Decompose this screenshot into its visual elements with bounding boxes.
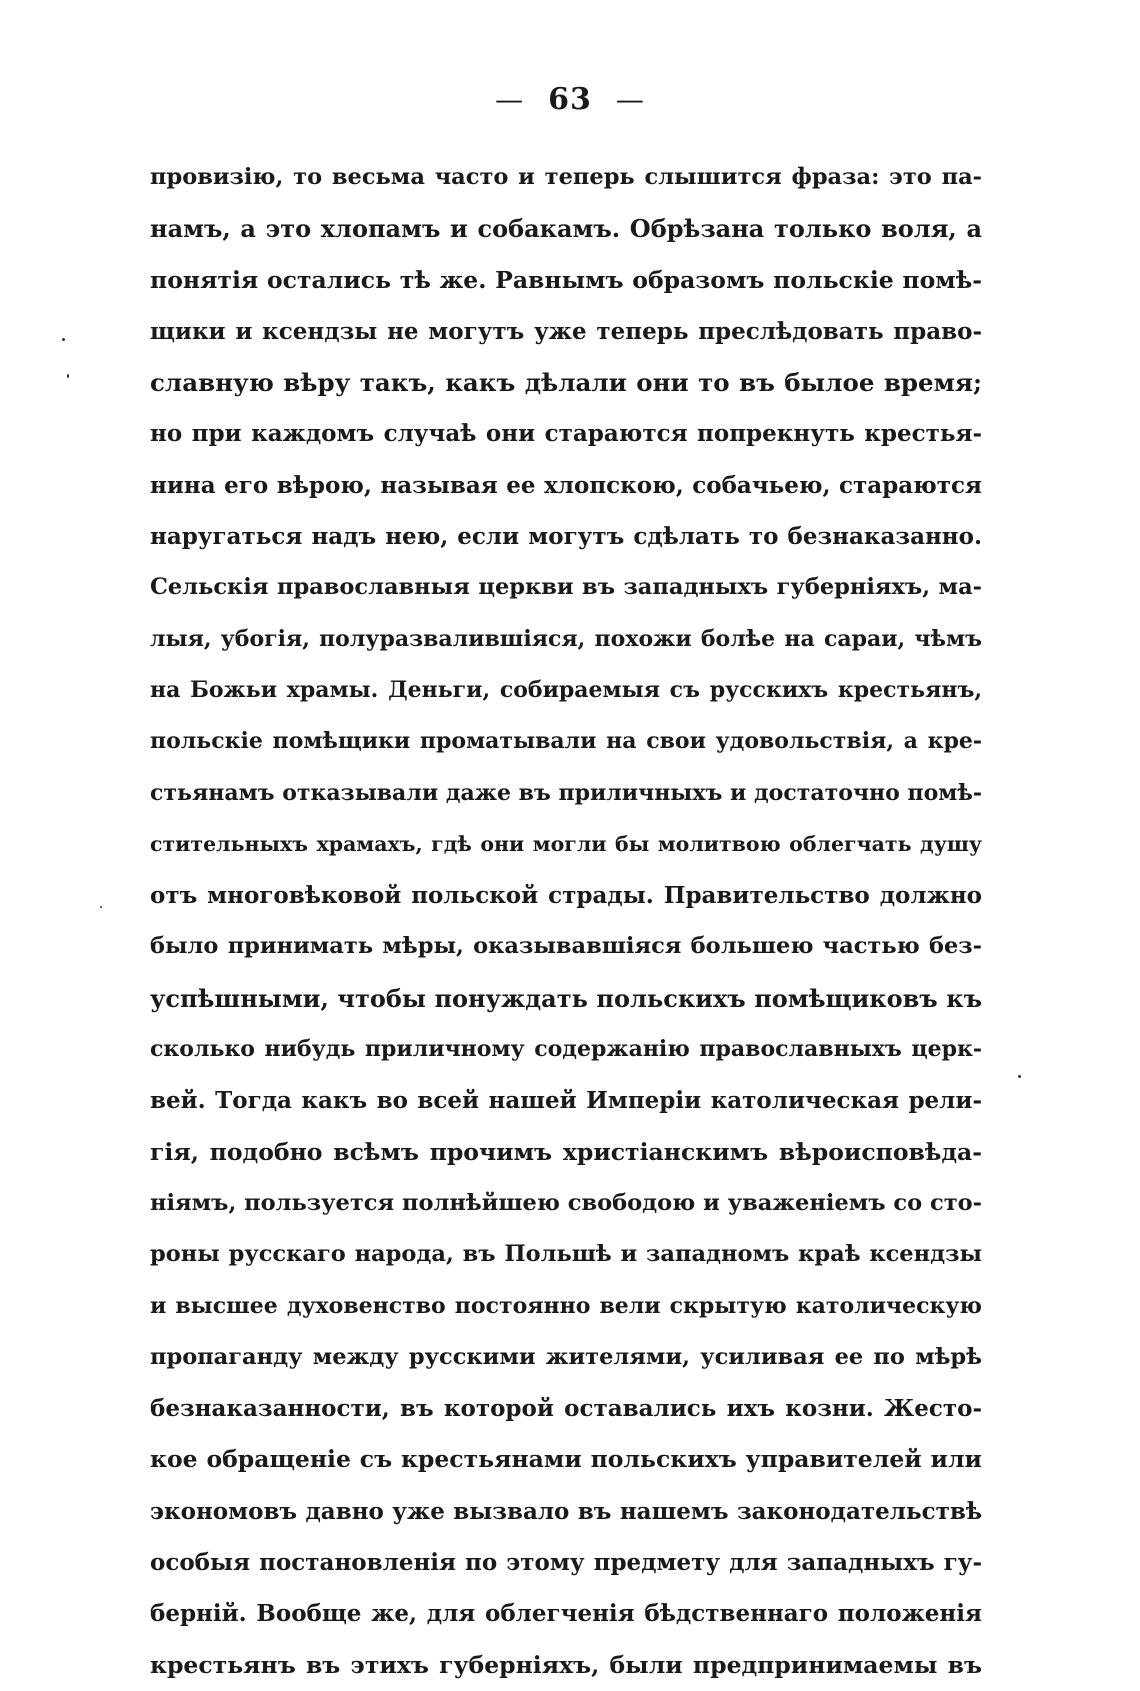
text-line: но при каждомъ случаѣ они стараются попрекнуть крестья-: [150, 420, 982, 448]
text-line: вей. Тогда какъ во всей нашей Имперіи католическая рели-: [150, 1087, 982, 1115]
page-number: 63: [548, 82, 592, 117]
scan-speck: [67, 374, 69, 378]
text-line: было принимать мѣры, оказывавшіяся большею частью без-: [150, 933, 982, 960]
header-dash-left: —: [495, 83, 525, 116]
scan-speck: [100, 906, 102, 908]
scan-speck: [1018, 1075, 1021, 1078]
text-line: кое обращеніе съ крестьянами польскихъ управителей или: [150, 1445, 982, 1474]
text-line: наругаться надъ нею, если могутъ сдѣлать то безнаказанно.: [150, 523, 982, 551]
text-line: нина его вѣрою, называя ее хлопскою, собачьею, стараются: [150, 471, 982, 499]
text-line: лыя, убогія, полуразвалившіяся, похожи болѣе на сараи, чѣмъ: [150, 625, 982, 652]
text-line: щики и ксендзы не могутъ уже теперь преслѣдовать право-: [150, 317, 982, 345]
text-line: стьянамъ отказывали даже въ приличныхъ и достаточно помѣ-: [150, 779, 982, 806]
text-line: стительныхъ храмахъ, гдѣ они могли бы молитвою облегчать душу: [150, 831, 982, 856]
text-line: гія, подобно всѣмъ прочимъ христіанскимъ вѣроисповѣда-: [150, 1137, 982, 1166]
text-line: успѣшными, чтобы понуждать польскихъ помѣщиковъ къ: [150, 983, 982, 1013]
text-line: экономовъ давно уже вызвало въ нашемъ законодательствѣ: [150, 1497, 982, 1525]
text-line: провизію, то весьма часто и теперь слышится фраза: это па-: [150, 164, 982, 190]
text-line: польскіе помѣщики проматывали на свои удовольствія, а кре-: [150, 728, 982, 755]
text-line: ніямъ, пользуется полнѣйшею свободою и уваженіемъ со сто-: [150, 1189, 982, 1216]
page-number-header: [0, 82, 1140, 117]
text-line: крестьянъ въ этихъ губерніяхъ, были предпринимаемы въ: [150, 1650, 982, 1679]
text-line: особыя постановленія по этому предмету для западныхъ гу-: [150, 1549, 982, 1577]
text-line: Сельскія православныя церкви въ западныхъ губерніяхъ, ма-: [150, 574, 982, 601]
text-line: роны русскаго народа, въ Польшѣ и западномъ краѣ ксендзы: [150, 1241, 982, 1268]
text-line: безнаказанности, въ которой оставались ихъ козни. Жесто-: [150, 1395, 982, 1423]
text-line: сколько нибудь приличному содержанію православныхъ церк-: [150, 1036, 982, 1063]
text-line: и высшее духовенство постоянно вели скрытую католическую: [150, 1292, 982, 1319]
header-dash-right: —: [615, 83, 645, 116]
text-line: понятія остались тѣ же. Равнымъ образомъ польскіе помѣ-: [150, 265, 982, 294]
body-text: [150, 152, 982, 1691]
text-line: намъ, а это хлопамъ и собакамъ. Обрѣзана только воля, а: [150, 214, 982, 244]
text-line: пропаганду между русскими жителями, усиливая ее по мѣрѣ: [150, 1343, 982, 1370]
text-line: на Божьи храмы. Деньги, собираемыя съ русскихъ крестьянъ,: [150, 676, 982, 703]
text-line: берній. Вообще же, для облегченія бѣдственнаго положенія: [150, 1600, 982, 1628]
text-line: отъ многовѣковой польской страды. Правительство должно: [150, 882, 982, 910]
text-line: славную вѣру такъ, какъ дѣлали они то въ былое время;: [150, 368, 982, 398]
scan-speck: [62, 338, 65, 341]
